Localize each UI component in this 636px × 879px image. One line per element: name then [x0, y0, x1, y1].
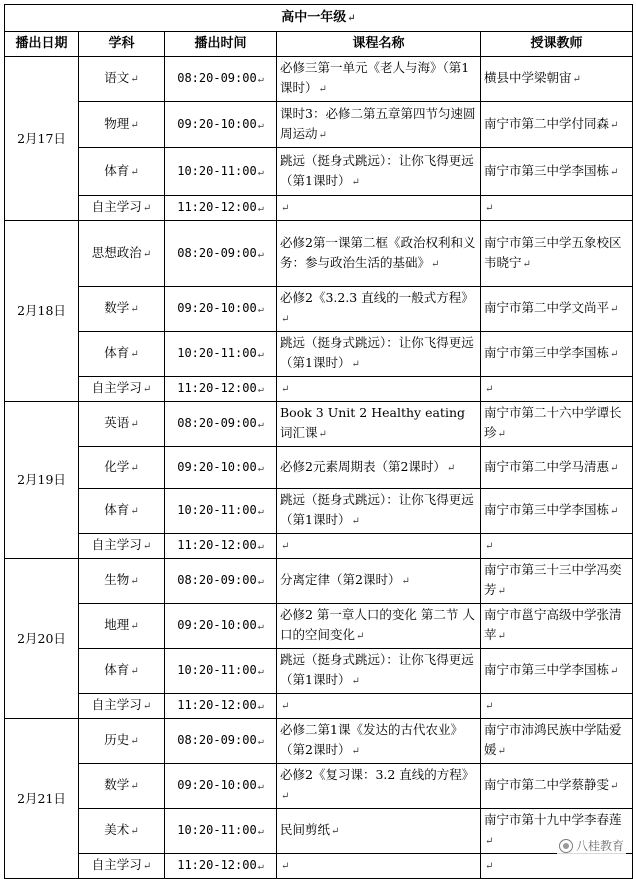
subject-cell	[79, 402, 165, 447]
time-cell-text: 08:20-09:00	[177, 733, 257, 747]
paragraph-mark-icon: ↵	[610, 462, 619, 474]
subject-cell	[79, 221, 165, 287]
topic-cell-text: 民间剪纸	[280, 822, 331, 837]
time-cell	[165, 377, 277, 402]
time-cell	[165, 332, 277, 377]
schedule-row	[5, 221, 633, 287]
teacher-cell	[481, 57, 633, 102]
time-cell	[165, 148, 277, 196]
topic-cell	[277, 332, 481, 377]
time-cell	[165, 57, 277, 102]
teacher-cell	[481, 534, 633, 559]
topic-cell-text: 必修二第1课《发达的古代农业》（第2课时）	[280, 722, 463, 757]
paragraph-mark-icon: ↵	[572, 74, 581, 85]
teacher-cell-text: 南宁市第二十六中学谭长珍	[484, 405, 622, 440]
topic-cell	[277, 221, 481, 287]
broadcast-date: 2月21日	[5, 719, 79, 879]
time-cell	[165, 809, 277, 854]
teacher-cell	[481, 332, 633, 377]
subject-cell-text: 历史	[104, 732, 130, 747]
time-cell-text: 11:20-12:00	[177, 698, 257, 712]
paragraph-mark-icon: ↵	[610, 119, 619, 131]
paragraph-mark-icon: ↵	[257, 701, 264, 712]
paragraph-mark-icon: ↵	[257, 506, 264, 517]
teacher-cell-text: 南宁市第三中学李国栋	[484, 162, 610, 178]
teacher-cell	[481, 402, 633, 447]
paragraph-mark-icon: ↵	[257, 576, 264, 587]
paragraph-mark-icon: ↵	[356, 631, 365, 642]
paragraph-mark-icon: ↵	[281, 861, 290, 872]
paragraph-mark-icon: ↵	[130, 419, 139, 430]
subject-cell-text: 自主学习	[91, 537, 142, 552]
subject-cell	[79, 534, 165, 559]
paragraph-mark-icon: ↵	[318, 429, 327, 440]
watermark	[557, 837, 626, 854]
paragraph-mark-icon: ↵	[257, 304, 264, 315]
paragraph-mark-icon: ↵	[610, 349, 619, 360]
topic-cell	[277, 604, 481, 649]
broadcast-date: 2月19日	[5, 402, 79, 559]
subject-cell-text: 美术	[104, 822, 130, 837]
paragraph-mark-icon: ↵	[281, 791, 290, 802]
time-cell-text: 09:20-10:00	[177, 116, 257, 131]
paragraph-mark-icon: ↵	[142, 701, 152, 712]
topic-cell	[277, 447, 481, 489]
title-row	[5, 5, 633, 32]
paragraph-mark-icon: ↵	[130, 74, 139, 85]
paragraph-mark-icon: ↵	[142, 248, 152, 260]
paragraph-mark-icon: ↵	[281, 541, 290, 552]
teacher-cell-text: 横县中学梁朝宙	[484, 70, 572, 85]
subject-cell-text: 自主学习	[91, 857, 142, 872]
broadcast-date: 2月20日	[5, 559, 79, 719]
topic-cell-text: 跳远（挺身式跳远）：让你飞得更远（第1课时）	[280, 492, 474, 527]
schedule-row	[5, 287, 633, 332]
paragraph-mark-icon: ↵	[130, 576, 139, 587]
paragraph-mark-icon: ↵	[281, 701, 290, 712]
topic-cell	[277, 377, 481, 402]
paragraph-mark-icon: ↵	[257, 541, 264, 552]
time-cell-text: 10:20-11:00	[177, 663, 257, 677]
time-cell	[165, 102, 277, 148]
paragraph-mark-icon: ↵	[318, 129, 327, 141]
time-cell	[165, 854, 277, 879]
watermark-text: 八桂教育	[575, 839, 624, 853]
subject-cell	[79, 694, 165, 719]
topic-cell	[277, 402, 481, 447]
topic-cell-text: 必修2《3.2.3 直线的一般式方程》	[280, 290, 474, 305]
paragraph-mark-icon: ↵	[130, 506, 139, 517]
table-title	[5, 5, 633, 32]
paragraph-mark-icon: ↵	[257, 781, 264, 792]
header-subject: 学科	[79, 32, 165, 57]
teacher-cell	[481, 694, 633, 719]
subject-cell-text: 体育	[104, 345, 130, 360]
paragraph-mark-icon: ↵	[142, 541, 152, 552]
paragraph-mark-icon: ↵	[610, 166, 619, 178]
paragraph-mark-icon: ↵	[257, 621, 264, 632]
subject-cell	[79, 559, 165, 604]
subject-cell	[79, 809, 165, 854]
subject-cell-text: 地理	[104, 617, 130, 632]
time-cell-text: 09:20-10:00	[177, 459, 257, 474]
paragraph-mark-icon: ↵	[401, 576, 410, 587]
paragraph-mark-icon: ↵	[130, 736, 139, 747]
subject-cell-text: 思想政治	[91, 244, 142, 260]
time-cell-text: 08:20-09:00	[177, 71, 257, 85]
time-cell	[165, 287, 277, 332]
schedule-row	[5, 764, 633, 809]
time-cell-text: 10:20-11:00	[177, 163, 257, 178]
broadcast-date: 2月17日	[5, 57, 79, 221]
schedule-row	[5, 559, 633, 604]
teacher-cell-text: 南宁市第二中学马清惠	[484, 458, 610, 474]
topic-cell	[277, 559, 481, 604]
paragraph-mark-icon: ↵	[130, 462, 139, 474]
schedule-row	[5, 604, 633, 649]
paragraph-mark-icon: ↵	[347, 12, 356, 24]
schedule-row	[5, 402, 633, 447]
topic-cell-text: 分离定律（第2课时）	[280, 572, 401, 587]
teacher-cell-text: 南宁市第二中学文尚平	[484, 300, 610, 315]
topic-cell	[277, 764, 481, 809]
teacher-cell-text: 南宁市第二中学蔡静雯	[484, 777, 610, 792]
paragraph-mark-icon: ↵	[497, 746, 506, 757]
teacher-cell	[481, 447, 633, 489]
teacher-cell	[481, 287, 633, 332]
topic-cell-text: 跳远（挺身式跳远）：让你飞得更远（第1课时）	[280, 152, 474, 188]
topic-cell	[277, 102, 481, 148]
teacher-cell	[481, 221, 633, 287]
subject-cell-text: 自主学习	[91, 697, 142, 712]
topic-cell	[277, 854, 481, 879]
paragraph-mark-icon: ↵	[497, 586, 506, 597]
teacher-cell	[481, 649, 633, 694]
schedule-row	[5, 534, 633, 559]
header-row	[5, 32, 633, 57]
paragraph-mark-icon: ↵	[497, 429, 506, 440]
time-cell	[165, 559, 277, 604]
time-cell-text: 10:20-11:00	[177, 346, 257, 360]
paragraph-mark-icon: ↵	[485, 861, 494, 872]
subject-cell	[79, 854, 165, 879]
subject-cell	[79, 489, 165, 534]
paragraph-mark-icon: ↵	[351, 359, 360, 370]
time-cell-text: 09:20-10:00	[177, 778, 257, 792]
time-cell	[165, 694, 277, 719]
subject-cell	[79, 102, 165, 148]
paragraph-mark-icon: ↵	[142, 861, 152, 872]
subject-cell-text: 语文	[104, 70, 130, 85]
schedule-row	[5, 148, 633, 196]
subject-cell	[79, 447, 165, 489]
schedule-row	[5, 332, 633, 377]
paragraph-mark-icon: ↵	[610, 506, 619, 517]
paragraph-mark-icon: ↵	[610, 781, 619, 792]
teacher-cell	[481, 102, 633, 148]
paragraph-mark-icon: ↵	[130, 666, 139, 677]
time-cell	[165, 764, 277, 809]
header-date: 播出日期	[5, 32, 79, 57]
teacher-cell-text: 南宁市第三十三中学冯奕芳	[484, 562, 622, 597]
paragraph-mark-icon: ↵	[351, 176, 360, 188]
paragraph-mark-icon: ↵	[142, 384, 152, 395]
time-cell-text: 11:20-12:00	[177, 200, 257, 214]
paragraph-mark-icon: ↵	[485, 384, 494, 395]
topic-cell	[277, 719, 481, 764]
header-topic: 课程名称	[277, 32, 481, 57]
teacher-cell-text: 南宁市第三中学李国栋	[484, 662, 610, 677]
paragraph-mark-icon: ↵	[431, 258, 440, 270]
paragraph-mark-icon: ↵	[257, 203, 264, 214]
subject-cell	[79, 649, 165, 694]
time-cell-text: 11:20-12:00	[177, 381, 257, 395]
subject-cell-text: 体育	[104, 162, 130, 178]
paragraph-mark-icon: ↵	[142, 203, 152, 214]
topic-cell	[277, 534, 481, 559]
teacher-cell-text: 南宁市邕宁高级中学张清苹	[484, 607, 622, 642]
topic-cell	[277, 649, 481, 694]
schedule-row	[5, 649, 633, 694]
table-title-text: 高中一年级	[281, 9, 347, 25]
paragraph-mark-icon: ↵	[610, 304, 619, 315]
teacher-cell	[481, 377, 633, 402]
time-cell-text: 09:20-10:00	[177, 618, 257, 632]
time-cell-text: 10:20-11:00	[177, 823, 257, 837]
subject-cell-text: 英语	[104, 415, 130, 430]
teacher-cell-text: 南宁市第十九中学李春莲	[484, 812, 622, 827]
paragraph-mark-icon: ↵	[610, 666, 619, 677]
schedule-row	[5, 447, 633, 489]
schedule-table	[4, 4, 633, 879]
teacher-cell	[481, 719, 633, 764]
time-cell-text: 08:20-09:00	[177, 245, 257, 260]
teacher-cell	[481, 148, 633, 196]
schedule-row	[5, 694, 633, 719]
time-cell-text: 11:20-12:00	[177, 538, 257, 552]
paragraph-mark-icon: ↵	[446, 462, 456, 474]
subject-cell	[79, 377, 165, 402]
subject-cell	[79, 148, 165, 196]
paragraph-mark-icon: ↵	[281, 314, 290, 325]
paragraph-mark-icon: ↵	[130, 349, 139, 360]
schedule-row	[5, 377, 633, 402]
time-cell	[165, 534, 277, 559]
paragraph-mark-icon: ↵	[130, 621, 139, 632]
paragraph-mark-icon: ↵	[351, 516, 360, 527]
subject-cell-text: 物理	[104, 115, 130, 131]
paragraph-mark-icon: ↵	[130, 304, 139, 315]
subject-cell	[79, 287, 165, 332]
teacher-cell	[481, 489, 633, 534]
time-cell	[165, 719, 277, 764]
schedule-row	[5, 196, 633, 221]
paragraph-mark-icon: ↵	[130, 166, 139, 178]
paragraph-mark-icon: ↵	[351, 746, 360, 757]
paragraph-mark-icon: ↵	[257, 666, 264, 677]
paragraph-mark-icon: ↵	[130, 781, 139, 792]
paragraph-mark-icon: ↵	[257, 248, 264, 260]
teacher-cell-text: 南宁市第三中学五象校区韦晓宁	[484, 234, 622, 270]
wechat-logo-icon	[559, 839, 573, 853]
paragraph-mark-icon: ↵	[485, 701, 494, 712]
paragraph-mark-icon: ↵	[130, 119, 139, 131]
topic-cell	[277, 489, 481, 534]
subject-cell	[79, 719, 165, 764]
paragraph-mark-icon: ↵	[497, 631, 506, 642]
paragraph-mark-icon: ↵	[485, 541, 494, 552]
time-cell	[165, 447, 277, 489]
paragraph-mark-icon: ↵	[130, 826, 139, 837]
topic-cell-text: 跳远（挺身式跳远）：让你飞得更远（第1课时）	[280, 335, 474, 370]
paragraph-mark-icon: ↵	[331, 826, 340, 837]
topic-cell	[277, 809, 481, 854]
topic-cell-text: 跳远（挺身式跳远）：让你飞得更远（第1课时）	[280, 652, 474, 687]
subject-cell-text: 体育	[104, 662, 130, 677]
paragraph-mark-icon: ↵	[257, 119, 264, 131]
topic-cell	[277, 196, 481, 221]
paragraph-mark-icon: ↵	[257, 166, 264, 178]
teacher-cell	[481, 196, 633, 221]
schedule-row	[5, 57, 633, 102]
paragraph-mark-icon: ↵	[257, 419, 264, 430]
teacher-cell-text: 南宁市第三中学李国栋	[484, 345, 610, 360]
topic-cell	[277, 287, 481, 332]
teacher-cell-text: 南宁市第二中学付同森	[484, 115, 610, 131]
topic-cell-text: Book 3 Unit 2 Healthy eating 词汇课	[280, 405, 465, 440]
subject-cell-text: 体育	[104, 502, 130, 517]
teacher-cell	[481, 559, 633, 604]
time-cell	[165, 649, 277, 694]
time-cell-text: 10:20-11:00	[177, 503, 257, 517]
topic-cell-text: 必修2第一课第二框《政治权利和义务：参与政治生活的基础》	[280, 234, 476, 270]
topic-cell-text: 必修2元素周期表（第2课时）	[280, 458, 446, 474]
paragraph-mark-icon: ↵	[257, 826, 264, 837]
teacher-cell	[481, 764, 633, 809]
paragraph-mark-icon: ↵	[485, 836, 494, 847]
subject-cell-text: 自主学习	[91, 199, 142, 214]
time-cell-text: 08:20-09:00	[177, 573, 257, 587]
topic-cell-text: 必修2 第一章人口的变化 第二节 人口的空间变化	[280, 607, 475, 642]
time-cell-text: 09:20-10:00	[177, 301, 257, 315]
paragraph-mark-icon: ↵	[257, 861, 264, 872]
topic-cell	[277, 694, 481, 719]
paragraph-mark-icon: ↵	[351, 676, 360, 687]
teacher-cell	[481, 604, 633, 649]
teacher-cell-text: 南宁市第三中学李国栋	[484, 502, 610, 517]
paragraph-mark-icon: ↵	[281, 203, 290, 214]
teacher-cell-text: 南宁市沛鸿民族中学陆爱媛	[484, 722, 622, 757]
time-cell	[165, 604, 277, 649]
schedule-row	[5, 102, 633, 148]
time-cell-text: 08:20-09:00	[177, 416, 257, 430]
topic-cell	[277, 148, 481, 196]
schedule-row	[5, 719, 633, 764]
paragraph-mark-icon: ↵	[281, 384, 290, 395]
paragraph-mark-icon: ↵	[257, 384, 264, 395]
subject-cell	[79, 196, 165, 221]
paragraph-mark-icon: ↵	[522, 258, 531, 270]
header-teacher: 授课教师	[481, 32, 633, 57]
time-cell	[165, 221, 277, 287]
subject-cell	[79, 764, 165, 809]
time-cell	[165, 196, 277, 221]
time-cell-text: 11:20-12:00	[177, 858, 257, 872]
topic-cell-text: 课时3：必修二第五章第四节匀速圆周运动	[280, 105, 476, 141]
schedule-row	[5, 809, 633, 854]
subject-cell	[79, 604, 165, 649]
subject-cell-text: 数学	[104, 300, 130, 315]
time-cell	[165, 402, 277, 447]
subject-cell	[79, 332, 165, 377]
paragraph-mark-icon: ↵	[485, 203, 494, 214]
schedule-row	[5, 489, 633, 534]
subject-cell-text: 数学	[104, 777, 130, 792]
broadcast-date: 2月18日	[5, 221, 79, 402]
topic-cell-text: 必修2《复习课：3.2 直线的方程》	[280, 767, 475, 782]
paragraph-mark-icon: ↵	[257, 736, 264, 747]
paragraph-mark-icon: ↵	[318, 84, 327, 95]
subject-cell-text: 化学	[104, 458, 130, 474]
topic-cell	[277, 57, 481, 102]
schedule-row	[5, 854, 633, 879]
time-cell	[165, 489, 277, 534]
header-time: 播出时间	[165, 32, 277, 57]
paragraph-mark-icon: ↵	[257, 349, 264, 360]
teacher-cell	[481, 854, 633, 879]
subject-cell-text: 自主学习	[91, 380, 142, 395]
subject-cell-text: 生物	[104, 572, 130, 587]
topic-cell-text: 必修三第一单元《老人与海》（第1课时）	[280, 60, 470, 95]
paragraph-mark-icon: ↵	[257, 74, 264, 85]
subject-cell	[79, 57, 165, 102]
paragraph-mark-icon: ↵	[257, 462, 264, 474]
